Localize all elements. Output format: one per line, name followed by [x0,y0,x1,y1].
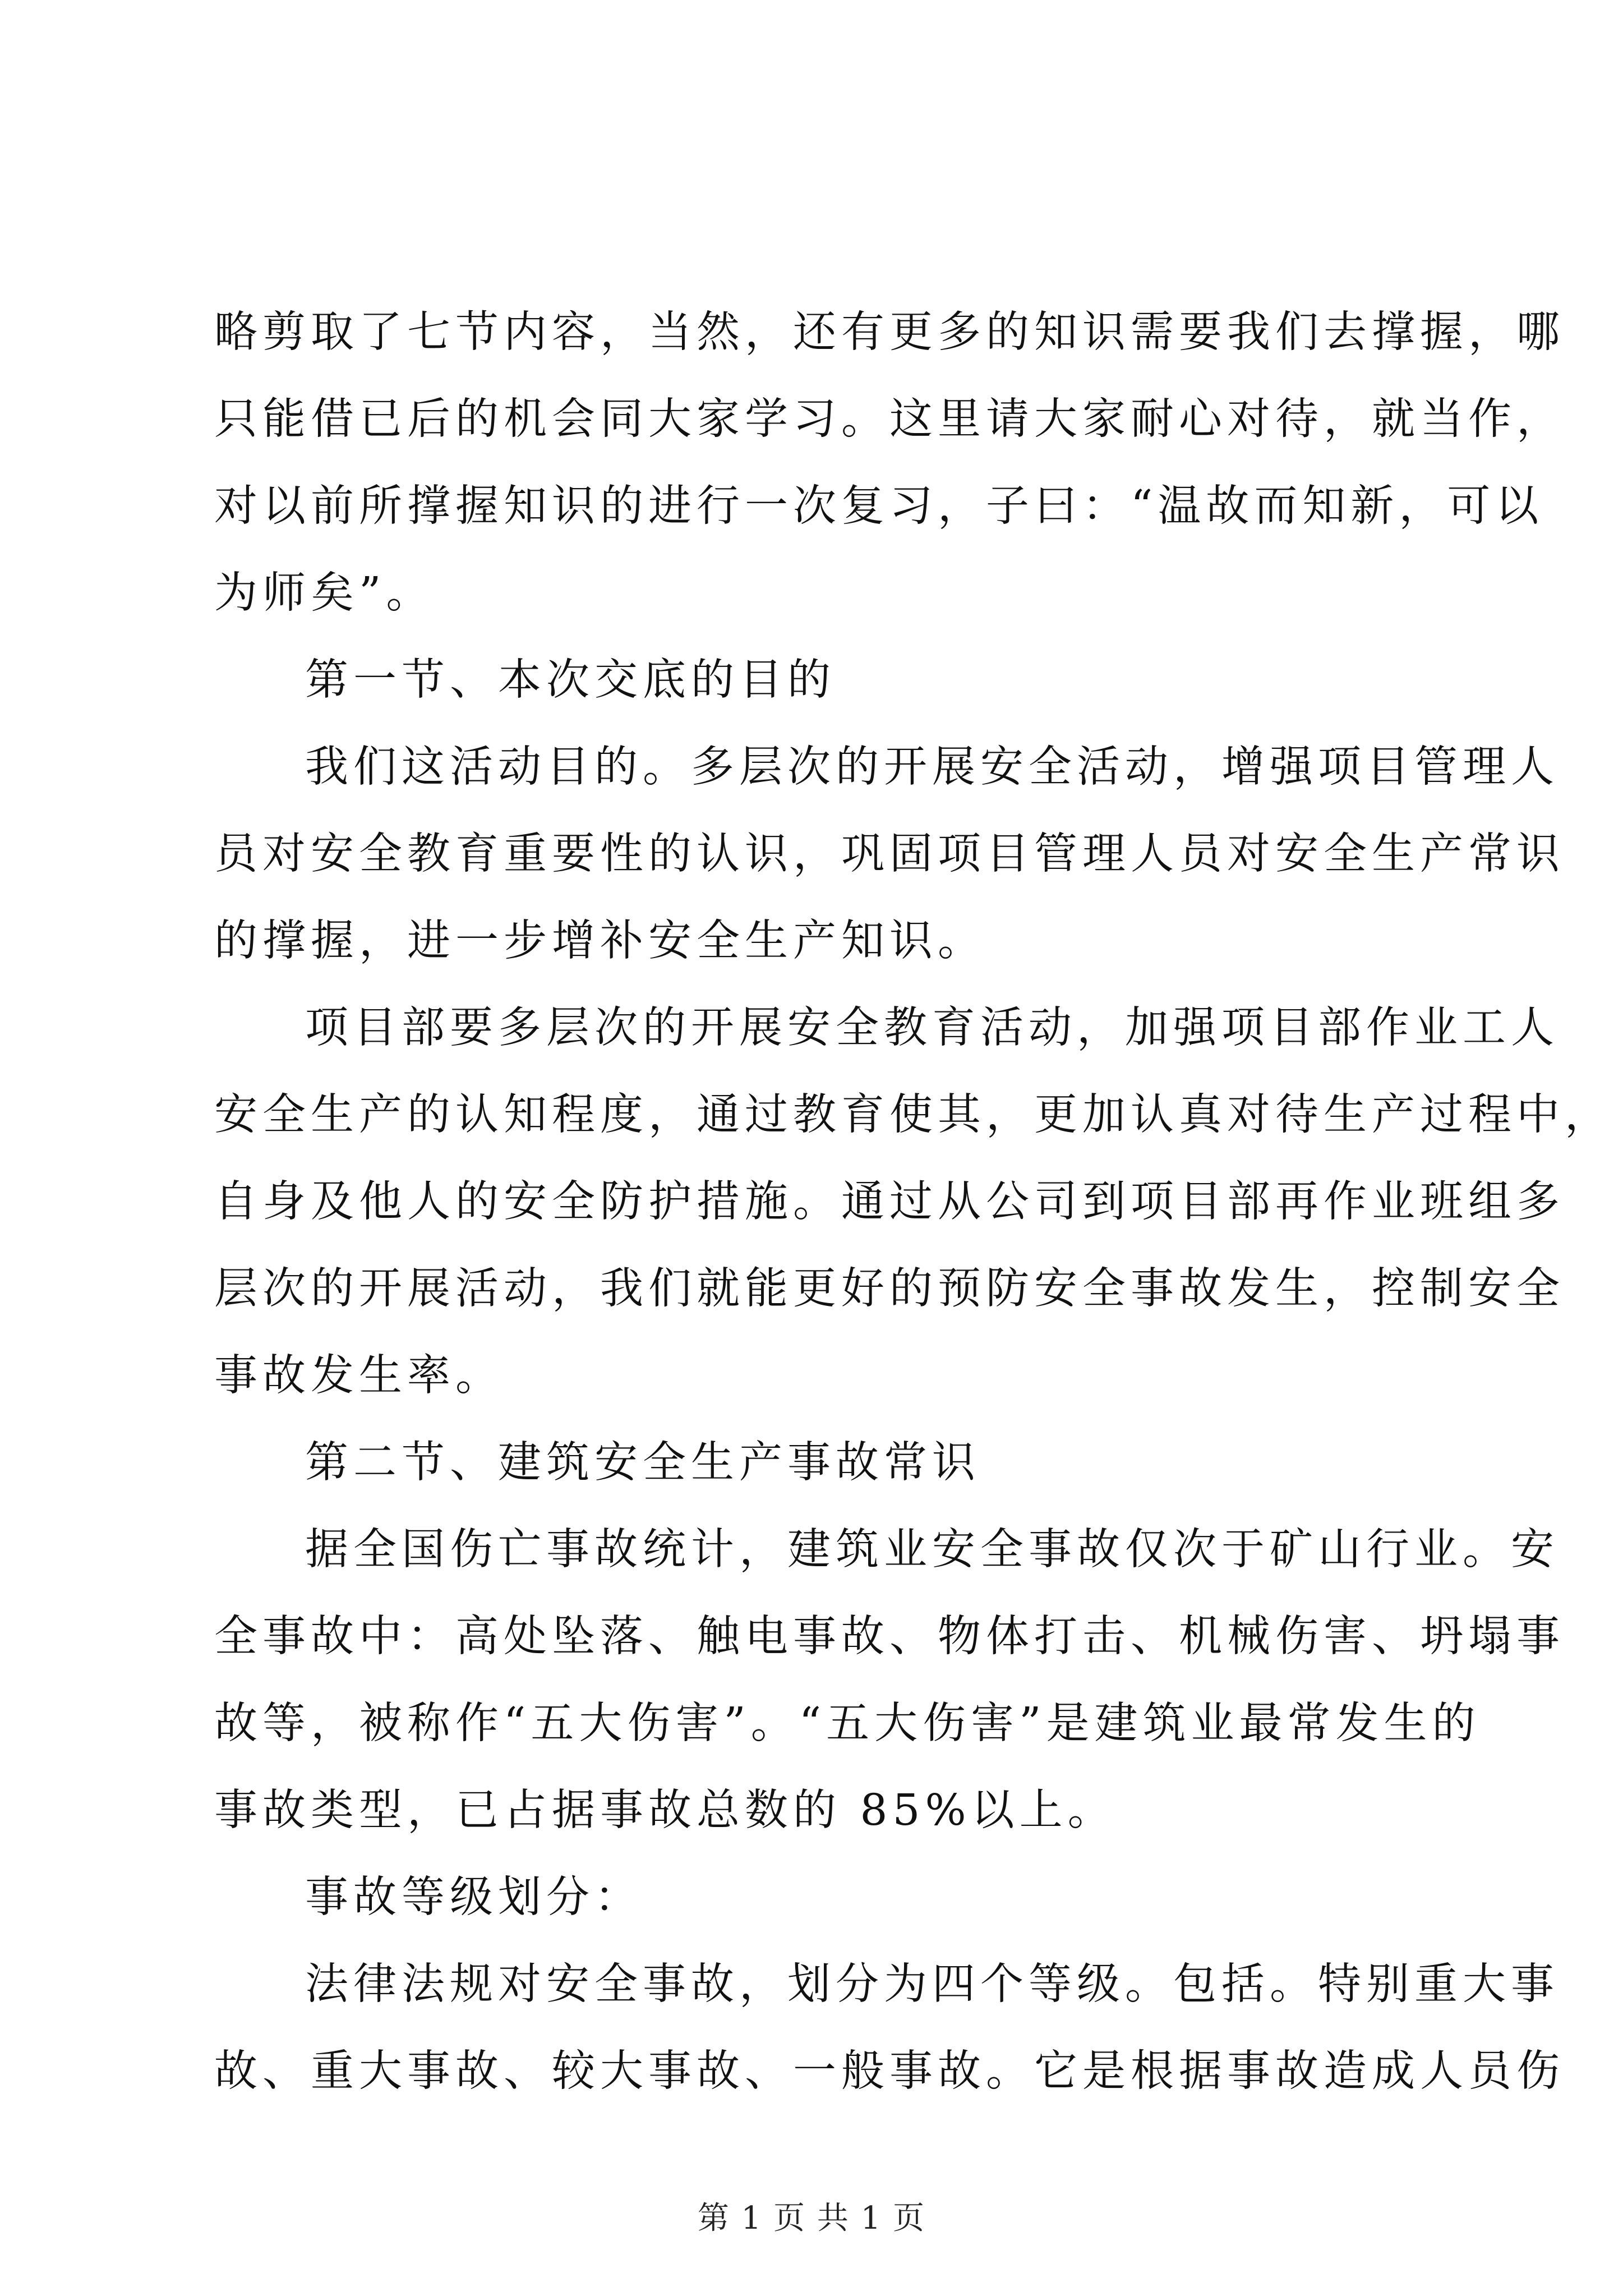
paragraph-line-21: 故、重大事故、较大事故、一般事故。它是根据事故造成人员伤 [214,2046,1565,2096]
paragraph-line-16: 全事故中：高处坠落、触电事故、物体打击、机械伤害、坍塌事 [214,1612,1565,1662]
paragraph-line-18: 事故类型，已占据事故总数的 85%以上。 [214,1786,1116,1835]
paragraph-line-17: 故等，被称作“五大伤害”。“五大伤害”是建筑业最常发生的 [214,1699,1481,1749]
paragraph-line-3: 对以前所撑握知识的进行一次复习，子曰：“温故而知新，可以 [214,481,1544,531]
section-heading-1: 第一节、本次交底的目的 [305,655,836,705]
paragraph-line-19: 事故等级划分： [305,1872,643,1922]
section-heading-2: 第二节、建筑安全生产事故常识 [305,1438,980,1488]
paragraph-line-6: 我们这活动目的。多层次的开展安全活动，增强项目管理人 [305,742,1559,792]
paragraph-line-1: 略剪取了七节内容，当然，还有更多的知识需要我们去撑握，哪 [214,307,1565,357]
paragraph-line-20: 法律法规对安全事故，划分为四个等级。包括。特别重大事 [305,1959,1559,2009]
paragraph-line-8: 的撑握，进一步增补安全生产知识。 [214,916,986,966]
paragraph-line-10: 安全生产的认知程度，通过教育使其，更加认真对待生产过程中， [214,1090,1613,1140]
paragraph-line-13: 事故发生率。 [214,1351,504,1401]
paragraph-line-9: 项目部要多层次的开展安全教育活动，加强项目部作业工人 [305,1003,1559,1053]
paragraph-line-2: 只能借已后的机会同大家学习。这里请大家耐心对待，就当作， [214,394,1565,444]
paragraph-line-7: 员对安全教育重要性的认识，巩固项目管理人员对安全生产常识 [214,829,1565,879]
paragraph-line-4: 为师矣”。 [214,568,435,618]
paragraph-line-15: 据全国伤亡事故统计，建筑业安全事故仅次于矿山行业。安 [305,1525,1559,1575]
paragraph-line-11: 自身及他人的安全防护措施。通过从公司到项目部再作业班组多 [214,1177,1565,1227]
page-footer: 第 1 页 共 1 页 [697,2200,926,2237]
paragraph-line-12: 层次的开展活动，我们就能更好的预防安全事故发生，控制安全 [214,1264,1565,1314]
